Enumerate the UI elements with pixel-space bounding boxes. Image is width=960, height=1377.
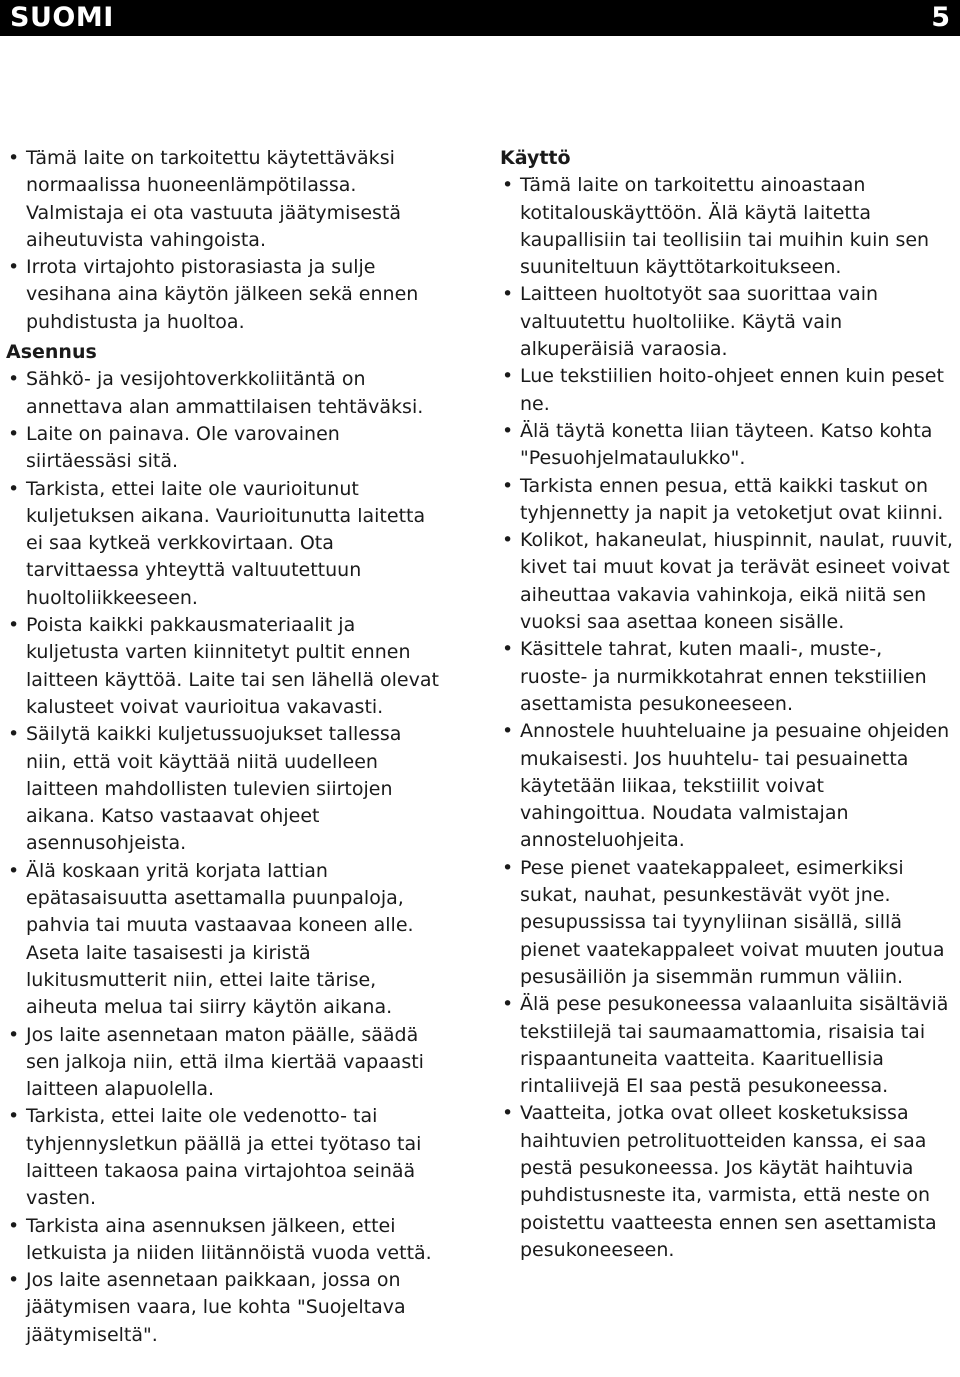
list-item [6, 1267, 446, 1349]
bullet: • [8, 147, 20, 169]
bullet: • [8, 1269, 20, 1292]
list-item [6, 366, 446, 421]
language-label: SUOMI [10, 2, 114, 33]
list-item-text: Älä koskaan yritä korjata lattian epätasaisuutta asettamalla puunpaloja, pahvia tai muuta vastaavaa koneen alle. Aseta laite tasaisesti ja kiristä lukitusmutterit niin, ettei laite tärise, aiheuta melua tai siirry käytön aikana. [26, 859, 414, 1019]
use-list [500, 172, 955, 1264]
list-item [500, 991, 955, 1100]
list-item-text: Vaatteita, jotka ovat olleet kosketuksissa haihtuvien petrolituotteiden kanssa, ei saa pestä pesukoneessa. Jos käytät haihtuvia puhdistusneste ita, varmista, että neste on poistettu vaatteesta ennen sen asettamista pesukoneeseen. [520, 1102, 937, 1261]
bullet: • [8, 1105, 20, 1128]
bullet: • [502, 283, 514, 306]
use-heading: Käyttö [500, 147, 571, 169]
list-item-text: Laitteen huoltotyöt saa suorittaa vain valtuutettu huoltoliike. Käytä vain alkuperäisiä varaosia. [520, 283, 879, 361]
bullet: • [8, 1023, 20, 1046]
list-item-text: Sähkö- ja vesijohtoverkkoliitäntä on annettava alan ammattilaisen tehtäväksi. [26, 368, 424, 418]
bullet: • [8, 859, 20, 882]
intro-list [6, 145, 446, 336]
list-item [500, 172, 955, 281]
list-item-text: Jos laite asennetaan maton päälle, säädä sen jalkoja niin, että ilma kiertää vapaasti laitteen alapuolella. [26, 1023, 424, 1101]
list-item [6, 1022, 446, 1104]
bullet: • [502, 993, 514, 1016]
bullet: • [8, 422, 20, 445]
bullet: • [502, 720, 514, 743]
list-item-text: Tarkista, ettei laite ole vedenotto- tai tyhjennysletkun päällä ja ettei työtaso tai laitteen takaosa paina virtajohtoa seinää vasten. [26, 1105, 422, 1210]
list-item-text: Tämä laite on tarkoitettu käytettäväksi normaalissa huoneenlämpötilassa. Valmistaja ei ota vastuuta jäätymisestä aiheutuvista vahingoista. [26, 147, 402, 251]
bullet: • [502, 174, 514, 197]
bullet: • [502, 474, 514, 497]
list-item [500, 363, 955, 418]
list-item [500, 636, 955, 718]
list-item [6, 1213, 446, 1268]
list-item-text: Tämä laite on tarkoitettu ainoastaan kotitalouskäyttöön. Älä käytä laitetta kaupallisiin tai teollisiin tai muihin kuin sen suuniteltuun käyttötarkoitukseen. [520, 174, 930, 279]
list-item-text: Kolikot, hakaneulat, hiuspinnit, naulat, ruuvit, kivet tai muut kovat ja terävät esineet voivat aiheuttaa vakavia vahinkoja, eikä niitä sen vuoksi saa asettaa koneen sisälle. [520, 529, 953, 634]
list-item [6, 1103, 446, 1212]
list-item-text: Älä täytä konetta liian täyteen. Katso kohta "Pesuohjelmataulukko". [520, 419, 933, 470]
list-item [500, 855, 955, 991]
list-item [6, 254, 446, 336]
list-item-text: Annostele huuhteluaine ja pesuaine ohjeiden mukaisesti. Jos huuhtelu- tai pesuainetta käytetään liikaa, tekstiilit voivat vahingoittua. Noudata valmistajan annosteluohjeita. [520, 720, 950, 852]
list-item [6, 858, 446, 1022]
list-item [500, 281, 955, 363]
installation-heading: Asennus [6, 341, 97, 364]
bullet: • [8, 1214, 20, 1237]
list-item-text: Pese pienet vaatekappaleet, esimerkiksi sukat, nauhat, pesunkestävät vyöt jne. pesupussissa tai tyynyliinan sisällä, sillä pienet vaatekappaleet voivat muuten joutua pesusäiliön ja sisemmän rummun väliin. [520, 856, 945, 988]
list-item-text: Käsittele tahrat, kuten maali-, muste-, ruoste- ja nurmikkotahrat ennen tekstiilien asettamista pesukoneeseen. [520, 638, 927, 715]
list-item [6, 476, 446, 612]
list-item [6, 721, 446, 857]
list-item [6, 145, 446, 254]
list-item [500, 418, 955, 473]
bullet: • [8, 614, 20, 637]
bullet: • [8, 723, 20, 746]
bullet: • [502, 419, 514, 442]
bullet: • [502, 638, 514, 661]
list-item-text: Älä pese pesukoneessa valaanluita sisältäviä tekstiilejä tai saumaamattomia, risaisia tai rispaantuneita vaatteita. Kaarituellisia rintaliivejä EI saa pestä pesukoneessa. [520, 993, 949, 1098]
list-item-text: Poista kaikki pakkausmateriaalit ja kuljetusta varten kiinnitetyt pultit ennen laitteen käyttöä. Laite tai sen lähellä olevat kalusteet voivat vaurioitua vakavasti. [26, 614, 439, 718]
list-item [500, 527, 955, 636]
bullet: • [502, 856, 514, 879]
list-item [6, 612, 446, 721]
bullet: • [8, 256, 20, 279]
list-item-text: Jos laite asennetaan paikkaan, jossa on jäätymisen vaara, lue kohta "Suojeltava jäätymiseltä". [26, 1269, 406, 1346]
list-item-text: Irrota virtajohto pistorasiasta ja sulje vesihana aina käytön jälkeen sekä ennen puhdistusta ja huoltoa. [26, 256, 419, 333]
list-item-text: Tarkista aina asennuksen jälkeen, ettei letkuista ja niiden liitännöistä vuoda vettä. [26, 1214, 432, 1264]
header-bar [0, 0, 960, 36]
bullet: • [8, 477, 20, 500]
list-item-text: Tarkista, ettei laite ole vaurioitunut kuljetuksen aikana. Vaurioitunutta laitetta ei saa kytkeä verkkovirtaan. Ota tarvittaessa yhteyttä valtuutettuun huoltoliikkeeseen. [26, 477, 426, 609]
bullet: • [502, 365, 514, 388]
list-item-text: Lue tekstiilien hoito-ohjeet ennen kuin peset ne. [520, 365, 944, 415]
page-number: 5 [931, 2, 950, 33]
bullet: • [502, 1102, 514, 1125]
installation-list [6, 366, 446, 1349]
left-column [6, 145, 446, 1349]
list-item [500, 1100, 955, 1264]
bullet: • [502, 529, 514, 552]
list-item [500, 718, 955, 854]
list-item-text: Säilytä kaikki kuljetussuojukset tallessa niin, että voit käyttää niitä uudelleen laitteen mahdollisten tulevien siirtojen aikana. Katso vastaavat ohjeet asennusohjeista. [26, 723, 402, 855]
list-item [500, 473, 955, 528]
right-column [500, 145, 955, 1264]
bullet: • [8, 368, 20, 391]
list-item-text: Tarkista ennen pesua, että kaikki taskut on tyhjennetty ja napit ja vetoketjut ovat kiinni. [520, 474, 944, 524]
list-item-text: Laite on painava. Ole varovainen siirtäessäsi sitä. [26, 422, 340, 473]
list-item [6, 421, 446, 476]
